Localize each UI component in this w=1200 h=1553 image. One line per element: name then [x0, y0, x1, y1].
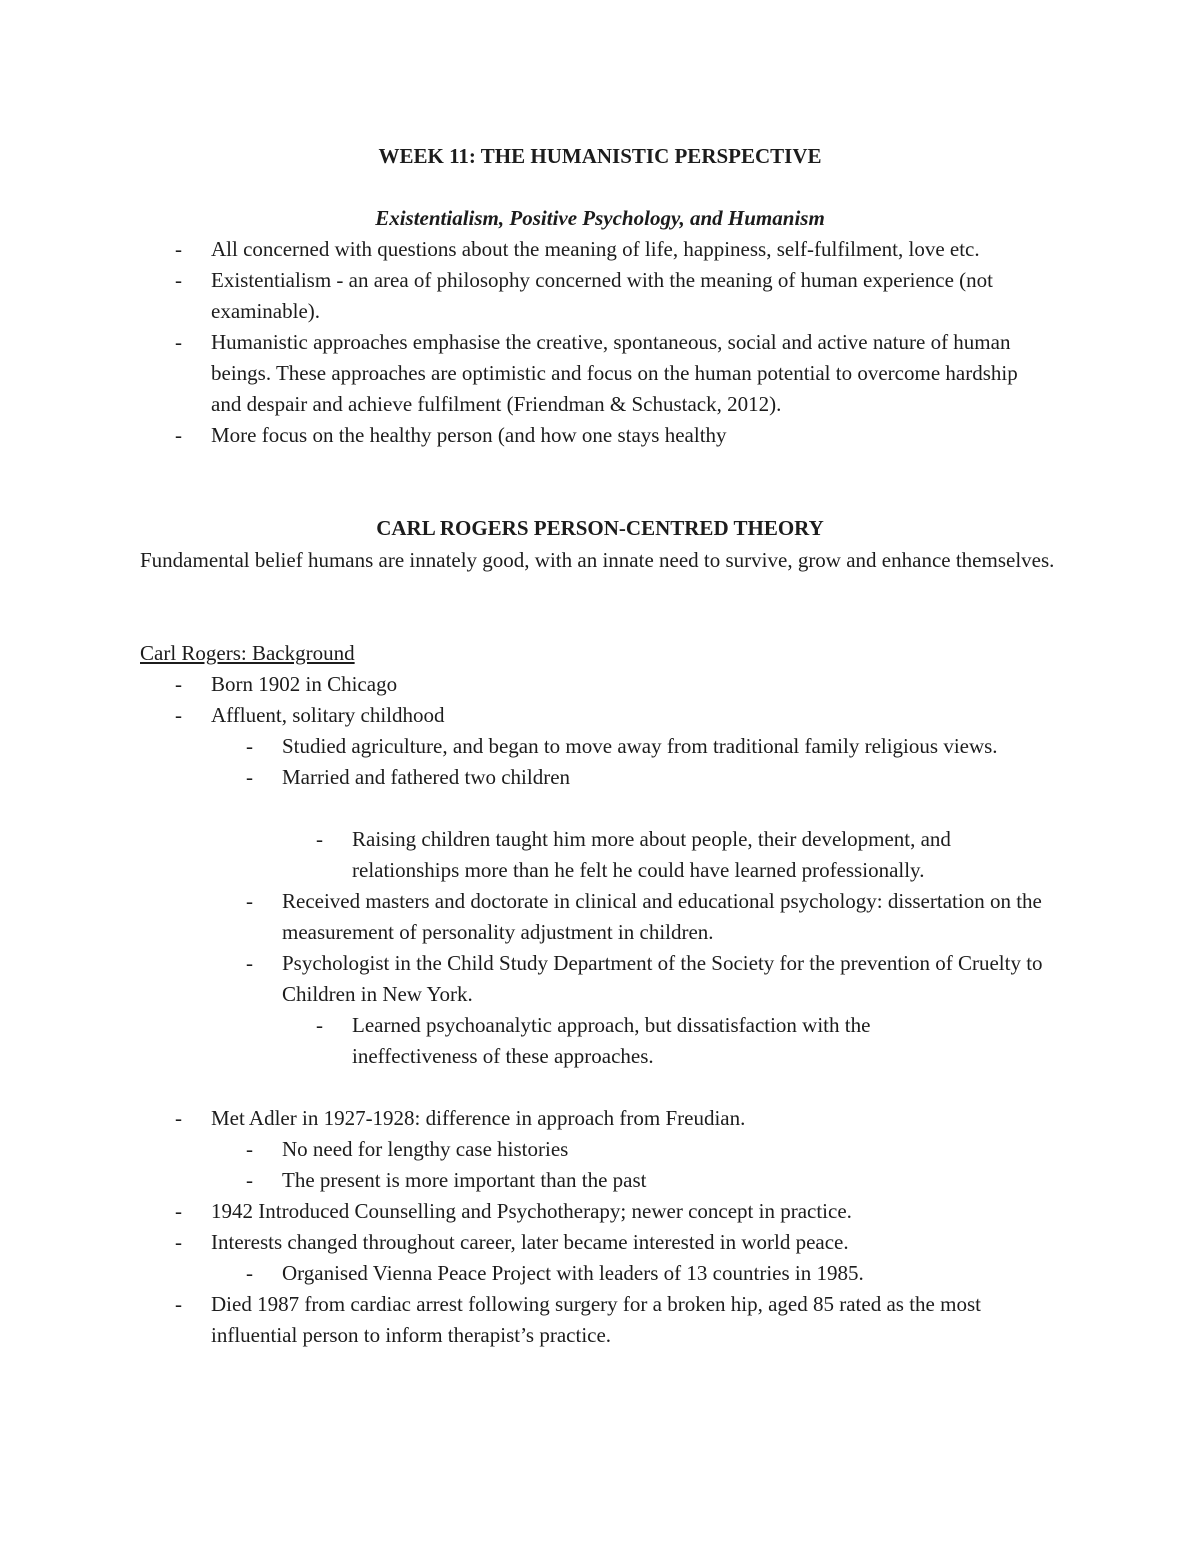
list-item — [316, 1010, 972, 1072]
list-item — [175, 1227, 1051, 1258]
list-item-text: Received masters and doctorate in clinical and educational psychology: dissertation on the measurement of personality adjustment in children. — [282, 889, 1042, 944]
list-item-text: Interests changed throughout career, later became interested in world peace. — [211, 1230, 849, 1254]
dash-marker: - — [175, 703, 182, 727]
dash-marker: - — [175, 1230, 182, 1254]
list-item-text: The present is more important than the past — [282, 1168, 647, 1192]
list-item — [175, 669, 1051, 700]
list-item-text: All concerned with questions about the meaning of life, happiness, self-fulfilment, love etc. — [211, 237, 980, 261]
dash-marker: - — [246, 1137, 253, 1161]
list-item — [175, 1103, 1051, 1134]
dash-marker: - — [246, 1261, 253, 1285]
list-item — [246, 1258, 1052, 1289]
list-item-text: Affluent, solitary childhood — [211, 703, 445, 727]
list-item-text: Studied agriculture, and began to move away from traditional family religious views. — [282, 734, 998, 758]
list-item — [175, 327, 1051, 420]
dash-marker: - — [175, 1106, 182, 1130]
adler-list — [175, 1103, 1051, 1134]
list-item — [246, 731, 1052, 762]
list-item-text: Organised Vienna Peace Project with leaders of 13 countries in 1985. — [282, 1261, 864, 1285]
childhood-sublist — [246, 731, 1052, 793]
interests-sublist — [246, 1258, 1052, 1289]
section-heading-carl-rogers: CARL ROGERS PERSON-CENTRED THEORY — [376, 516, 824, 540]
list-item — [175, 420, 1051, 451]
list-item — [246, 1165, 1052, 1196]
list-item — [175, 1289, 1051, 1351]
dash-marker: - — [246, 889, 253, 913]
background-list — [175, 669, 1051, 731]
list-item-text: Raising children taught him more about people, their development, and relationships more than he felt he could have learned professionally. — [352, 827, 951, 882]
list-item — [175, 265, 1051, 327]
dash-marker: - — [175, 1199, 182, 1223]
dash-marker: - — [175, 330, 182, 354]
list-item-text: Existentialism - an area of philosophy concerned with the meaning of human experience (not examinable). — [211, 268, 993, 323]
list-item — [246, 886, 1052, 948]
dash-marker: - — [175, 268, 182, 292]
dash-marker: - — [316, 1013, 323, 1037]
list-item — [246, 1134, 1052, 1165]
dash-marker: - — [175, 423, 182, 447]
dash-marker: - — [316, 827, 323, 851]
list-item-text: Learned psychoanalytic approach, but dissatisfaction with the ineffectiveness of these approaches. — [352, 1013, 871, 1068]
page-title: WEEK 11: THE HUMANISTIC PERSPECTIVE — [378, 144, 822, 168]
list-item — [316, 824, 1052, 886]
dash-marker: - — [246, 765, 253, 789]
dash-marker: - — [175, 672, 182, 696]
intro-paragraph: Fundamental belief humans are innately good, with an innate need to survive, grow and enhance themselves. — [140, 548, 1055, 572]
list-item-text: Met Adler in 1927-1928: difference in approach from Freudian. — [211, 1106, 746, 1130]
death-list — [175, 1289, 1051, 1351]
list-item — [246, 762, 1052, 793]
list-item-text: 1942 Introduced Counselling and Psychotherapy; newer concept in practice. — [211, 1199, 852, 1223]
list-item-text: Psychologist in the Child Study Department of the Society for the prevention of Cruelty to Children in New York. — [282, 951, 1043, 1006]
list-item-text: Humanistic approaches emphasise the creative, spontaneous, social and active nature of human beings. These approaches are optimistic and focus on the human potential to overcome hardship and despair and achieve fulfilment (Friendman & Schustack, 2012). — [211, 330, 1018, 416]
list-item — [175, 1196, 1051, 1227]
later-career-list — [175, 1196, 1051, 1258]
dash-marker: - — [175, 1292, 182, 1316]
career-sublist — [246, 886, 1052, 1010]
dash-marker: - — [246, 951, 253, 975]
dash-marker: - — [246, 1168, 253, 1192]
psychologist-sublist — [316, 1010, 972, 1072]
list-item-text: More focus on the healthy person (and how one stays healthy — [211, 423, 727, 447]
existentialism-bullet-list — [175, 234, 1051, 451]
list-item-text: No need for lengthy case histories — [282, 1137, 569, 1161]
list-item-text: Died 1987 from cardiac arrest following surgery for a broken hip, aged 85 rated as the most influential person to inform therapist’s practice. — [211, 1292, 981, 1347]
subheading-background: Carl Rogers: Background — [140, 641, 355, 665]
list-item — [175, 700, 1051, 731]
dash-marker: - — [246, 734, 253, 758]
list-item-text: Born 1902 in Chicago — [211, 672, 398, 696]
list-item-text: Married and fathered two children — [282, 765, 571, 789]
dash-marker: - — [175, 237, 182, 261]
list-item — [246, 948, 1052, 1010]
list-item — [175, 234, 1051, 265]
adler-sublist — [246, 1134, 1052, 1196]
married-sublist — [316, 824, 1052, 886]
section-heading-existentialism: Existentialism, Positive Psychology, and Humanism — [375, 206, 825, 230]
